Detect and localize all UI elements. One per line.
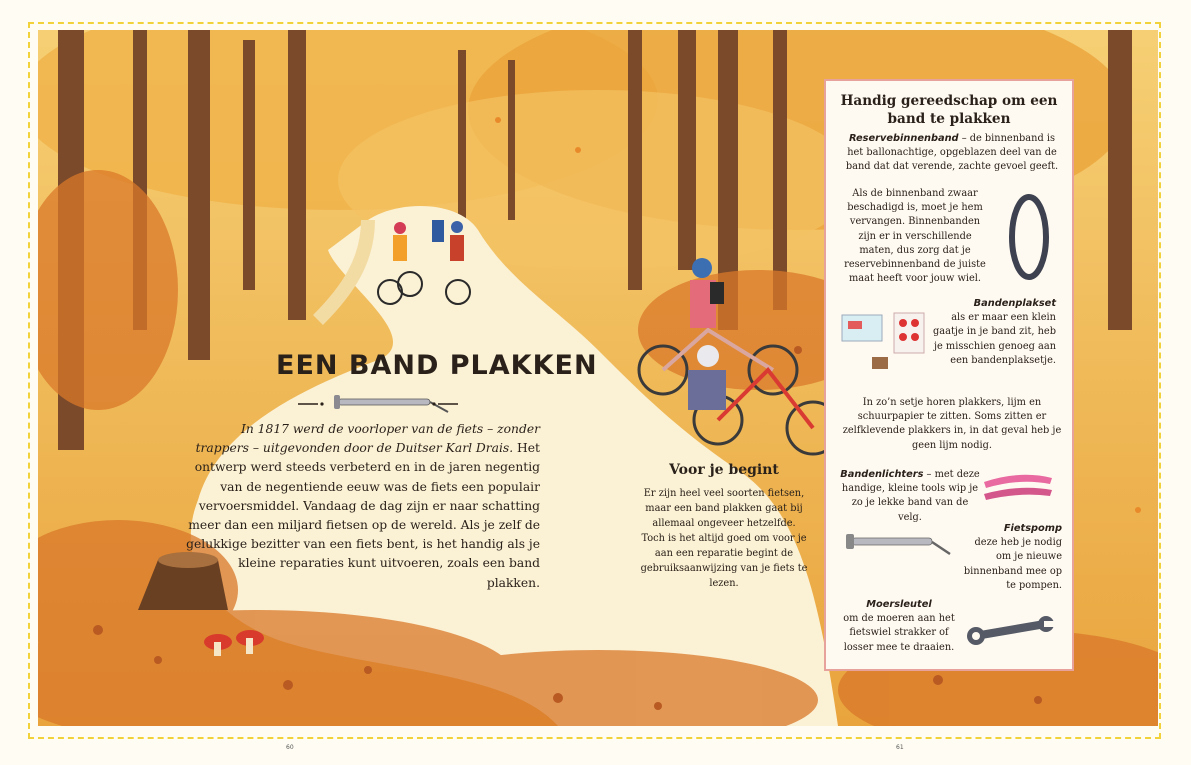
reserve-binnenband-desc: – de binnenband is het ballonachtige, opgeblazen deel van de band dat dat verende, zachte gevoel geeft. <box>845 133 1059 173</box>
bike-pump-icon <box>844 530 954 560</box>
wrench-icon <box>964 612 1058 648</box>
page-title: EEN BAND PLAKKEN <box>276 350 598 381</box>
intro-lead: In 1817 werd de voorloper van de fiets – zonder trappers – uitgevonden door de Duitser Karl Drais. <box>195 422 540 456</box>
fietspomp-term: Fietspomp <box>1003 523 1062 534</box>
bandenlichters-term: Bandenlichters <box>840 469 924 480</box>
pump-ornament-icon <box>298 390 458 416</box>
moersleutel-text <box>840 598 958 655</box>
bandenplakset-more: In zo’n setje horen plakkers, lijm en schuurpapier te zitten. Soms zitten er zelfklevende plakkers in, in dat geval heb je geen lijm nodig. <box>842 397 1062 451</box>
bandenlichters-text <box>840 468 980 525</box>
bandenplakset-desc: als er maar een klein gaatje in je band zit, heb je misschien genoeg aan een bandenplaksetje. <box>933 312 1056 366</box>
bandenplakset-text <box>930 297 1056 368</box>
tools-panel-title: Handig gereedschap om een band te plakken <box>840 93 1058 127</box>
page-number-left: 60 <box>286 744 294 751</box>
inner-tube-icon <box>1003 190 1055 285</box>
moersleutel-term: Moersleutel <box>866 599 932 610</box>
bandenplakset-term: Bandenplakset <box>973 298 1056 309</box>
bandenlichters-desc: – met deze handige, kleine tools wip je zo je lekke band van de velg. <box>841 469 980 523</box>
voor-je-begint-title: Voor je begint <box>669 462 779 478</box>
moersleutel-desc: om de moeren aan het fietswiel strakker of losser mee te draaien. <box>843 613 955 653</box>
fietspomp-text <box>962 522 1062 593</box>
intro-body: Het ontwerp werd steeds verbeterd en in de jaren negentig van de negentiende eeuw was de fiets een populair vervoersmiddel. Vandaag de dag zijn er naar schatting meer dan een miljard fietsen op de wereld. Als je zelf de gelukkige bezitter van een fiets bent, is het handig als je kleine reparaties kunt uitvoeren, zoals een band plakken. <box>186 441 540 590</box>
reserve-binnenband-text <box>840 132 1064 175</box>
page-number-right: 61 <box>896 744 904 751</box>
reserve-binnenband-term: Reservebinnenband <box>848 133 959 144</box>
voor-je-begint-text: Er zijn heel veel soorten fietsen, maar een band plakken gaat bij allemaal ongeveer hetzelfde. Toch is het altijd goed om voor je aan een reparatie begint de gebruiksaanwijzing van je fiets te lezen. <box>640 488 808 589</box>
patch-kit-icon <box>838 305 930 375</box>
fietspomp-desc: deze heb je nodig om je nieuwe binnenband mee op te pompen. <box>963 537 1062 591</box>
reserve-binnenband-more: Als de binnenband zwaar beschadigd is, moet je hem vervangen. Binnenbanden zijn er in verschillende maten, dus zorg dat je reservebinnenband de juiste maat heeft voor jouw wiel. <box>844 188 986 285</box>
tyre-levers-icon <box>980 470 1056 504</box>
intro-paragraph <box>185 420 540 593</box>
